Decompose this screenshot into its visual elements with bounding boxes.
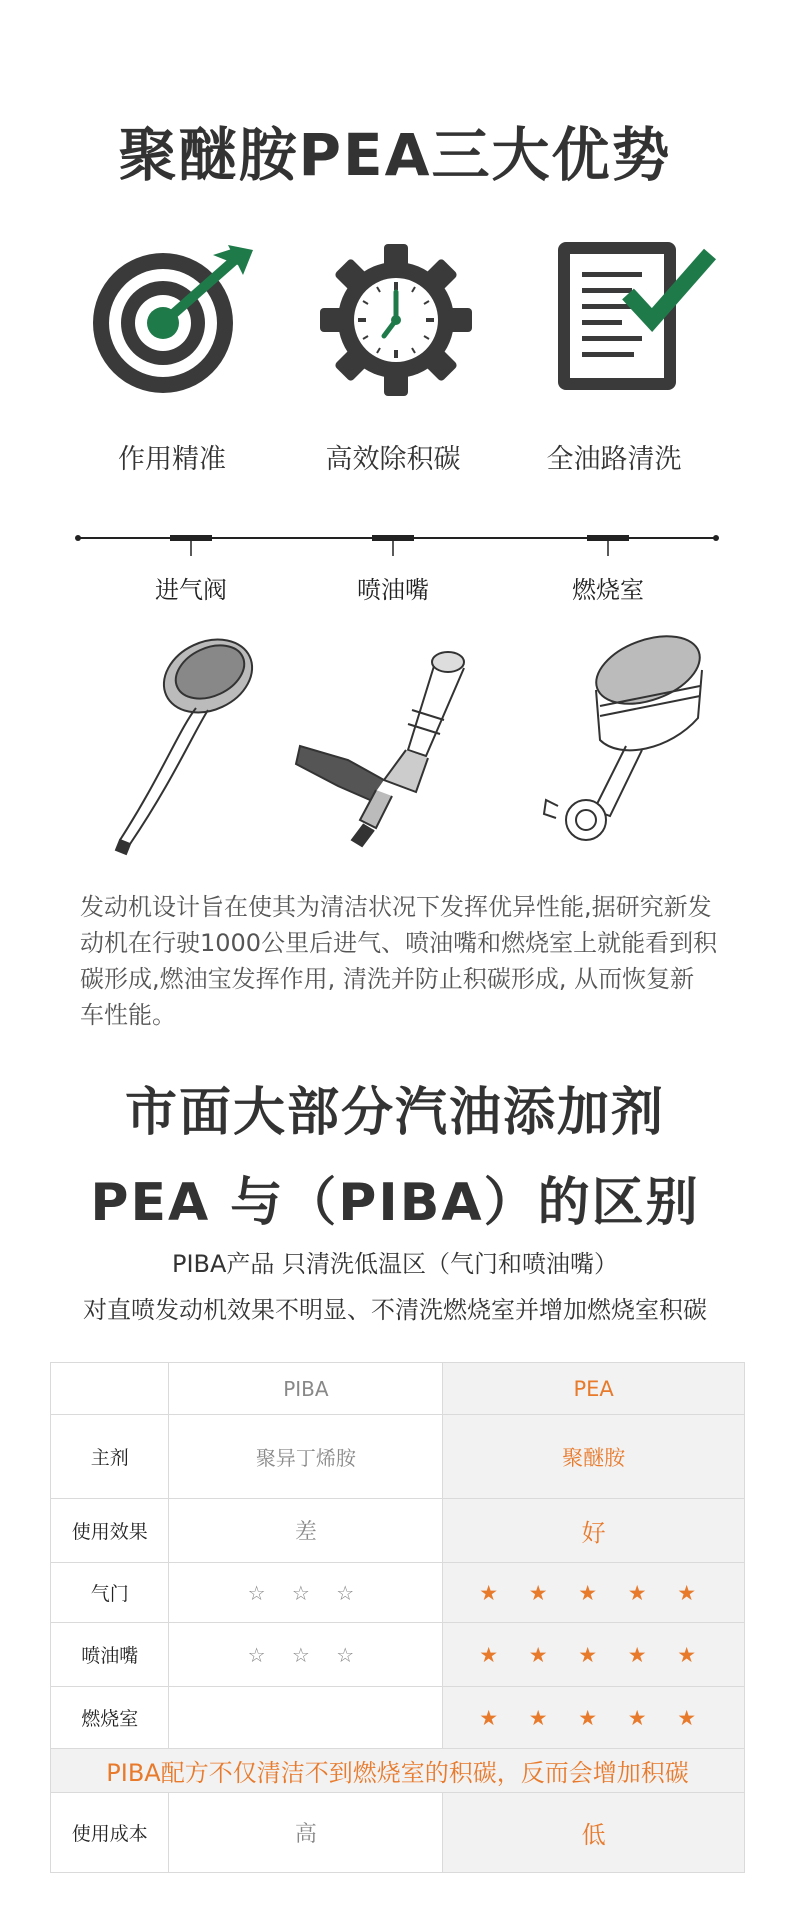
pea-cell: 低 (443, 1793, 745, 1873)
row-label: 使用成本 (51, 1793, 169, 1873)
timeline (72, 526, 722, 560)
piba-cell: 高 (169, 1793, 443, 1873)
pea-cell: 聚醚胺 (443, 1415, 745, 1499)
row-label: 主剂 (51, 1415, 169, 1499)
paragraph-line: 车性能。 (80, 1001, 176, 1029)
row-label: 使用效果 (51, 1499, 169, 1563)
feature-label-precise: 作用精准 (118, 444, 226, 475)
timeline-label-combustion-chamber: 燃烧室 (572, 576, 644, 604)
table-header-row (51, 1363, 745, 1415)
table-row (51, 1623, 745, 1687)
table-row (51, 1793, 745, 1873)
table-row (51, 1415, 745, 1499)
pea-cell: 好 (443, 1499, 745, 1563)
piba-star-rating: ☆ ☆ ☆ (169, 1563, 443, 1623)
piba-cell: 聚异丁烯胺 (169, 1415, 443, 1499)
header-cell-blank (51, 1363, 169, 1415)
row-label: 燃烧室 (51, 1687, 169, 1749)
page-title: 聚醚胺PEA三大优势 (118, 121, 672, 189)
pea-star-rating: ★ ★ ★ ★ ★ (443, 1687, 745, 1749)
pea-star-rating: ★ ★ ★ ★ ★ (443, 1623, 745, 1687)
table-note-row (51, 1749, 745, 1793)
paragraph-line: 动机在行驶1000公里后进气、喷油嘴和燃烧室上就能看到积 (80, 929, 718, 957)
target-icon (88, 245, 258, 395)
intake-valve-icon (100, 628, 270, 858)
timeline-label-injector: 喷油嘴 (357, 576, 429, 604)
comparison-subtitle-line1: PIBA产品 只清洗低温区（气门和喷油嘴） (171, 1250, 619, 1278)
row-label: 气门 (51, 1563, 169, 1623)
timeline-label-intake-valve: 进气阀 (155, 576, 227, 604)
fuel-injector-icon (288, 640, 498, 850)
piba-star-rating (169, 1687, 443, 1749)
description-paragraph (80, 889, 730, 1033)
feature-label-carbon: 高效除积碳 (325, 444, 461, 475)
row-label: 喷油嘴 (51, 1623, 169, 1687)
piston-icon (530, 630, 710, 850)
checklist-icon (550, 236, 720, 396)
comparison-subtitle-line2: 对直喷发动机效果不明显、不清洗燃烧室并增加燃烧室积碳 (83, 1296, 707, 1324)
gear-clock-icon (316, 240, 476, 400)
table-row (51, 1563, 745, 1623)
header-cell-piba: PIBA (169, 1363, 443, 1415)
piba-star-rating: ☆ ☆ ☆ (169, 1623, 443, 1687)
header-cell-pea: PEA (443, 1363, 745, 1415)
comparison-table (50, 1362, 745, 1873)
comparison-title-line1: 市面大部分汽油添加剂 (124, 1083, 665, 1143)
comparison-title-line2: PEA 与（PIBA）的区别 (90, 1173, 700, 1233)
paragraph-line: 碳形成,燃油宝发挥作用, 清洗并防止积碳形成, 从而恢复新 (80, 965, 695, 993)
pea-star-rating: ★ ★ ★ ★ ★ (443, 1563, 745, 1623)
table-row (51, 1499, 745, 1563)
paragraph-line: 发动机设计旨在使其为清洁状况下发挥优异性能,据研究新发 (80, 893, 712, 921)
table-note: PIBA配方不仅清洁不到燃烧室的积碳，反而会增加积碳 (51, 1749, 745, 1793)
piba-cell: 差 (169, 1499, 443, 1563)
feature-label-fuel-system: 全油路清洗 (546, 444, 682, 475)
table-row (51, 1687, 745, 1749)
